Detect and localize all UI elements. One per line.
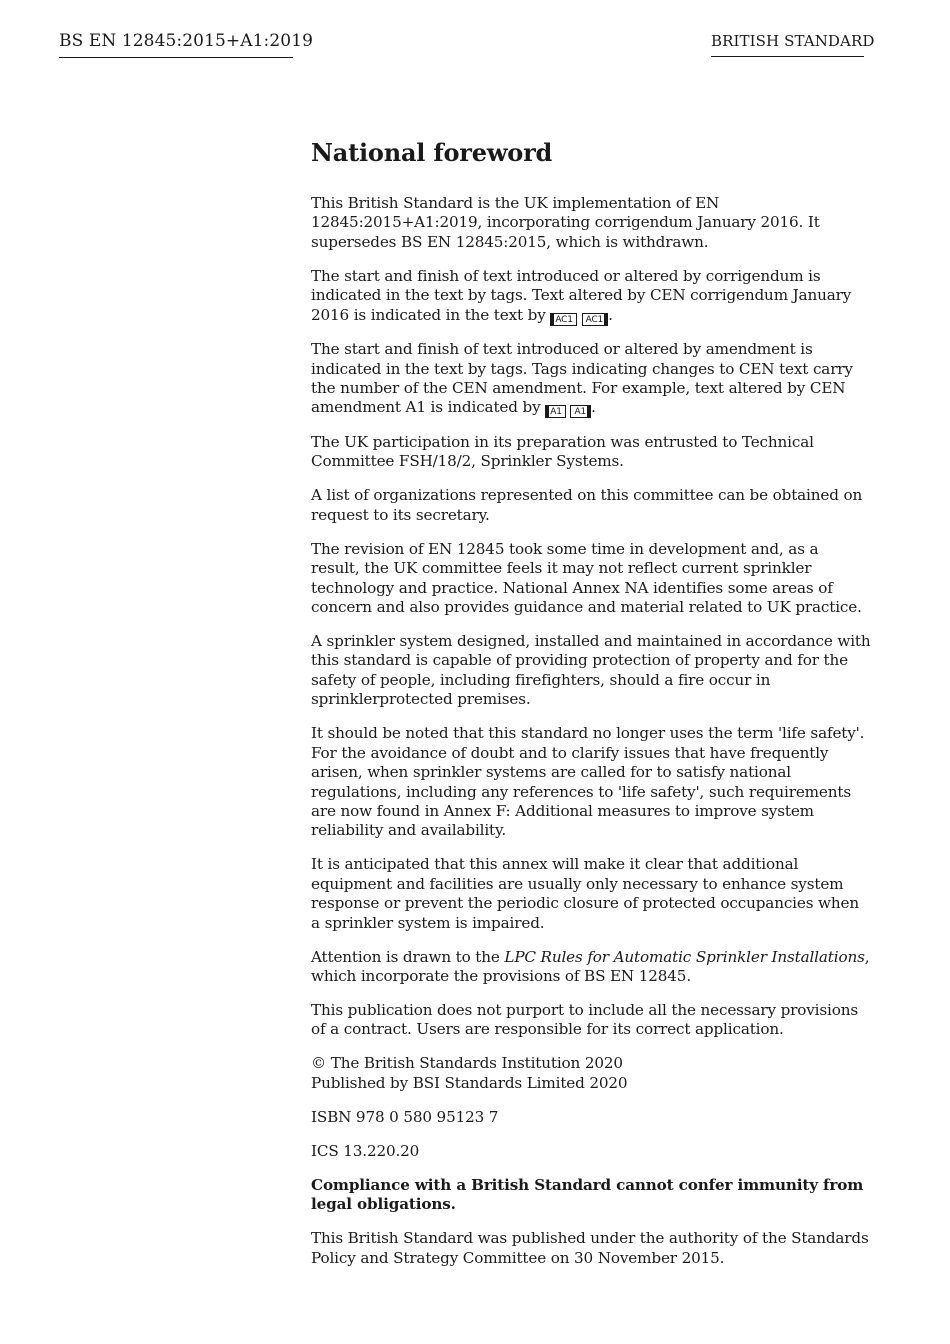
compliance-notice: Compliance with a British Standard cannot confer immunity from legal obligations. <box>311 1175 864 1214</box>
publication-authority: This British Standard was published under the authority of the Standards Policy and Strategy Committee on 30 November 2015. <box>311 1229 869 1267</box>
amendment-end-tag-icon: A1 <box>570 405 591 418</box>
paragraph-annex: It is anticipated that this annex will make it clear that additional equipment and facilities are usually only necessary to enhance system response or prevent the periodic closure of protected occupancies when a sprinkler system is impaired. <box>311 855 859 932</box>
lpc-rules-title: LPC Rules for Automatic Sprinkler Installations <box>504 947 865 966</box>
lpc-rules-pre: Attention is drawn to the <box>311 947 505 966</box>
foreword-body <box>311 138 871 1283</box>
paragraph-protection: A sprinkler system designed, installed and maintained in accordance with this standard is capable of providing protection of property and for the safety of people, including firefighters, should a fire occur in sprinklerprotected premises. <box>311 632 871 709</box>
header-series-label: BRITISH STANDARD <box>711 32 864 57</box>
isbn: ISBN 978 0 580 95123 7 <box>311 1107 499 1126</box>
paragraph-committee: The UK participation in its preparation was entrusted to Technical Committee FSH/18/2, Sprinkler Systems. <box>311 433 814 471</box>
paragraph-life-safety: It should be noted that this standard no longer uses the term 'life safety'. For the avoidance of doubt and to clarify issues that have frequently arisen, when sprinkler systems are called for to satisfy national regulations, including any references to 'life safety', such requirements are now found in Annex F: Additional measures to improve system reliability and availability. <box>311 724 865 840</box>
paragraph-lpc-rules <box>311 948 871 987</box>
paragraph-amendment-tags: The start and finish of text introduced or altered by amendment is indicated in the text by tags. Tags indicating changes to CEN text carry the number of the CEN amendment. For example, text altered by CEN amendment A1 is indicated by A1 A1 . <box>311 340 853 418</box>
published-line: Published by BSI Standards Limited 2020 <box>311 1073 628 1092</box>
paragraph-corrigendum-tags: The start and finish of text introduced or altered by corrigendum is indicated in the text by tags. Text altered by CEN corrigendum January 2016 is indicated in the text by AC1 AC1 . <box>311 266 852 325</box>
corrigendum-end-tag-icon: AC1 <box>582 313 609 326</box>
page-title: National foreword <box>311 138 553 167</box>
corrigendum-start-tag-icon: AC1 <box>550 313 577 326</box>
copyright-block <box>311 1054 871 1093</box>
paragraph-corrigendum-text: The start and finish of text introduced or altered by corrigendum is indicated in the text by tags. Text altered by CEN corrigendum January 2016 is indicated in the text by <box>311 266 852 324</box>
paragraph-implementation: This British Standard is the UK implementation of EN 12845:2015+A1:2019, incorporating corrigendum January 2016. It supersedes BS EN 12845:2015, which is withdrawn. <box>311 194 820 251</box>
paragraph-revision: The revision of EN 12845 took some time in development and, as a result, the UK committee feels it may not reflect current sprinkler technology and practice. National Annex NA identifies some areas of concern and also provides guidance and material related to UK practice. <box>311 539 862 617</box>
paragraph-organizations: A list of organizations represented on this committee can be obtained on request to its secretary. <box>311 486 863 524</box>
ics-code: ICS 13.220.20 <box>311 1141 420 1160</box>
lpc-rules-post: , which incorporate the provisions of BS EN 12845. <box>311 947 870 985</box>
header-document-id: BS EN 12845:2015+A1:2019 <box>59 31 293 58</box>
amendment-start-tag-icon: A1 <box>545 405 566 418</box>
copyright-line: © The British Standards Institution 2020 <box>311 1054 623 1073</box>
paragraph-amendment-text: The start and finish of text introduced or altered by amendment is indicated in the text by tags. Tags indicating changes to CEN text carry the number of the CEN amendment. For example, text altered by CEN amendment A1 is indicated by <box>311 340 853 417</box>
paragraph-contract-disclaimer: This publication does not purport to include all the necessary provisions of a contract. Users are responsible for its correct application. <box>311 1000 859 1039</box>
